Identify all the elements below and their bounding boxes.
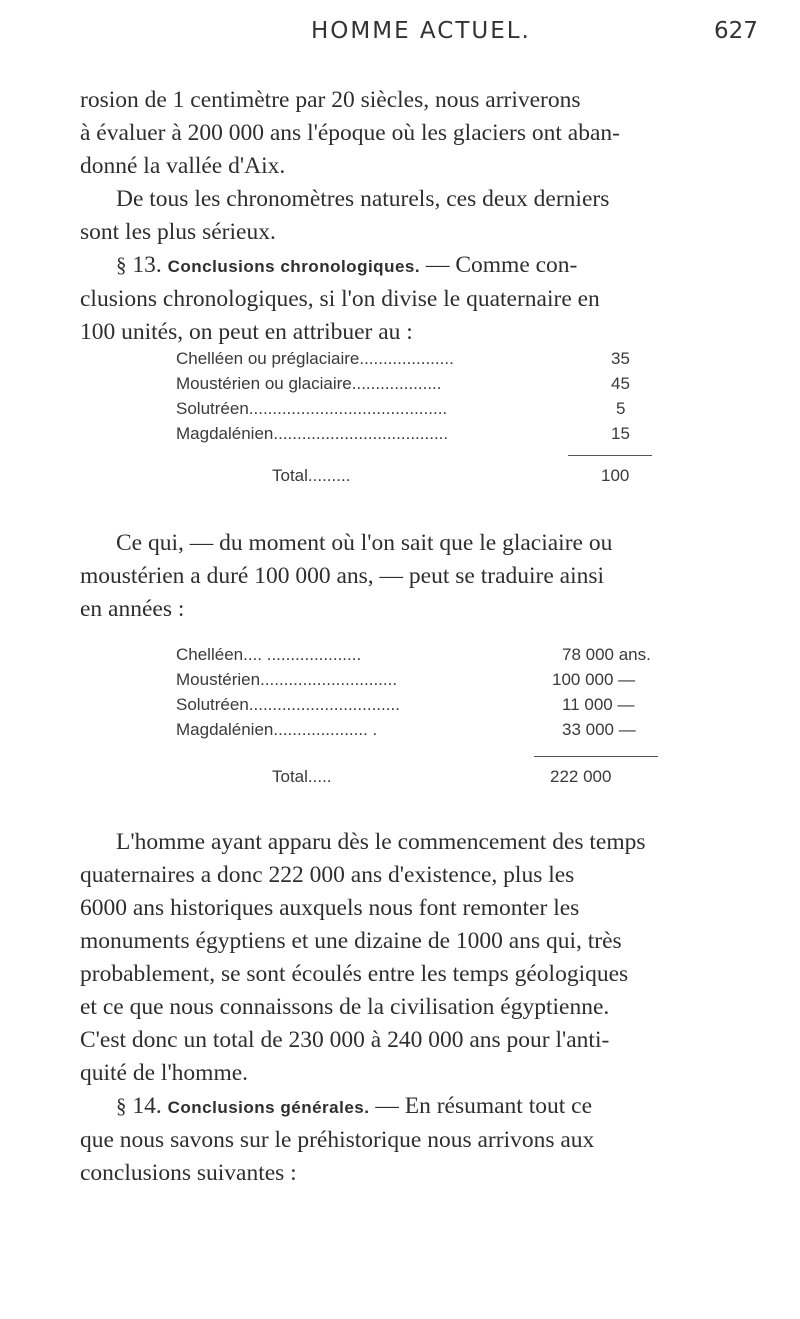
text-line: que nous savons sur le préhistorique nous arrivons aux [80,1127,595,1153]
heading-lead-text: En résumant tout ce [404,1093,593,1119]
row-label: Chelléen ou préglaciaire.................... [176,349,454,368]
table-row [176,642,651,667]
dash: — [375,1093,399,1119]
text-line: Ce qui, — du moment où l'on sait que le glaciaire ou [116,530,613,556]
heading-lead-text: Comme con- [455,252,578,278]
text-line: quité de l'homme. [80,1060,249,1086]
text-line: 6000 ans historiques auxquels nous font remonter les [80,895,580,921]
row-value: 35 [611,349,630,368]
section-13 [80,249,740,349]
table-row [176,667,636,692]
page-number: 627 [714,18,758,44]
sum-rule [534,756,658,757]
section-number: 13. [132,252,162,278]
total-label: Total......... [272,466,351,485]
section-13-heading-line [80,249,740,283]
total-row [176,463,628,488]
total-value: 100 [601,466,630,485]
text-line: rosion de 1 centimètre par 20 siècles, nous arriverons [80,87,581,113]
dash: — [425,252,450,278]
units-table [176,346,628,446]
table-row [176,421,628,446]
text-line: quaternaires a donc 222 000 ans d'existence, plus les [80,862,575,888]
sum-rule [568,455,652,456]
row-value: 5 [616,399,626,418]
text-line: L'homme ayant apparu dès le commencement des temps [116,829,646,855]
text-line: probablement, se sont écoulés entre les temps géologiques [80,961,629,987]
running-header [0,16,800,56]
section-14-heading-line [80,1090,740,1124]
section-symbol: § [116,253,127,277]
table-row [176,346,628,371]
row-label: Solutréen.......................................... [176,399,448,418]
text-line: en années : [80,596,185,622]
running-title: HOMME ACTUEL. [311,18,531,44]
table-row [176,717,636,742]
row-value: 45 [611,374,630,393]
text-line: 100 unités, on peut en attribuer au : [80,319,413,345]
section-heading: Conclusions chronologiques. [167,257,421,276]
table-row [176,371,628,396]
text-line: monuments égyptiens et une dizaine de 1000 ans qui, très [80,928,622,954]
section-heading: Conclusions générales. [167,1098,370,1117]
row-label: Magdalénien.................... . [176,720,378,739]
text-line: à évaluer à 200 000 ans l'époque où les glaciers ont aban- [80,120,620,146]
row-label: Moustérien ou glaciaire................... [176,374,442,393]
text-line: moustérien a duré 100 000 ans, — peut se traduire ainsi [80,563,605,589]
total-label: Total..... [272,767,332,786]
section-14 [80,1090,740,1190]
section-number: 14. [132,1093,162,1119]
row-value: 78 000 ans. [562,645,651,664]
text-line: C'est donc un total de 230 000 à 240 000 ans pour l'anti- [80,1027,610,1053]
total-value: 222 000 [550,767,612,786]
closing-paragraph [80,826,740,1090]
years-total [176,764,628,789]
row-value: 100 000 — [552,670,636,689]
units-total [176,463,628,488]
years-table [176,642,651,742]
text-line: sont les plus sérieux. [80,219,276,245]
section-symbol: § [116,1094,127,1118]
intro-paragraph [80,84,740,249]
text-line: De tous les chronomètres naturels, ces deux derniers [116,186,610,212]
text-line: conclusions suivantes : [80,1160,297,1186]
text-line: donné la vallée d'Aix. [80,153,286,179]
row-value: 11 000 — [562,695,635,714]
row-label: Chelléen.... .................... [176,645,362,664]
table-row [176,396,628,421]
text-line: et ce que nous connaissons de la civilisation égyptienne. [80,994,610,1020]
row-label: Moustérien............................. [176,670,398,689]
row-label: Magdalénien..................................... [176,424,449,443]
row-value: 33 000 — [562,720,636,739]
middle-paragraph [80,527,740,626]
table-row [176,692,635,717]
text-line: clusions chronologiques, si l'on divise le quaternaire en [80,286,600,312]
total-row [176,764,628,789]
row-label: Solutréen................................ [176,695,400,714]
row-value: 15 [611,424,630,443]
